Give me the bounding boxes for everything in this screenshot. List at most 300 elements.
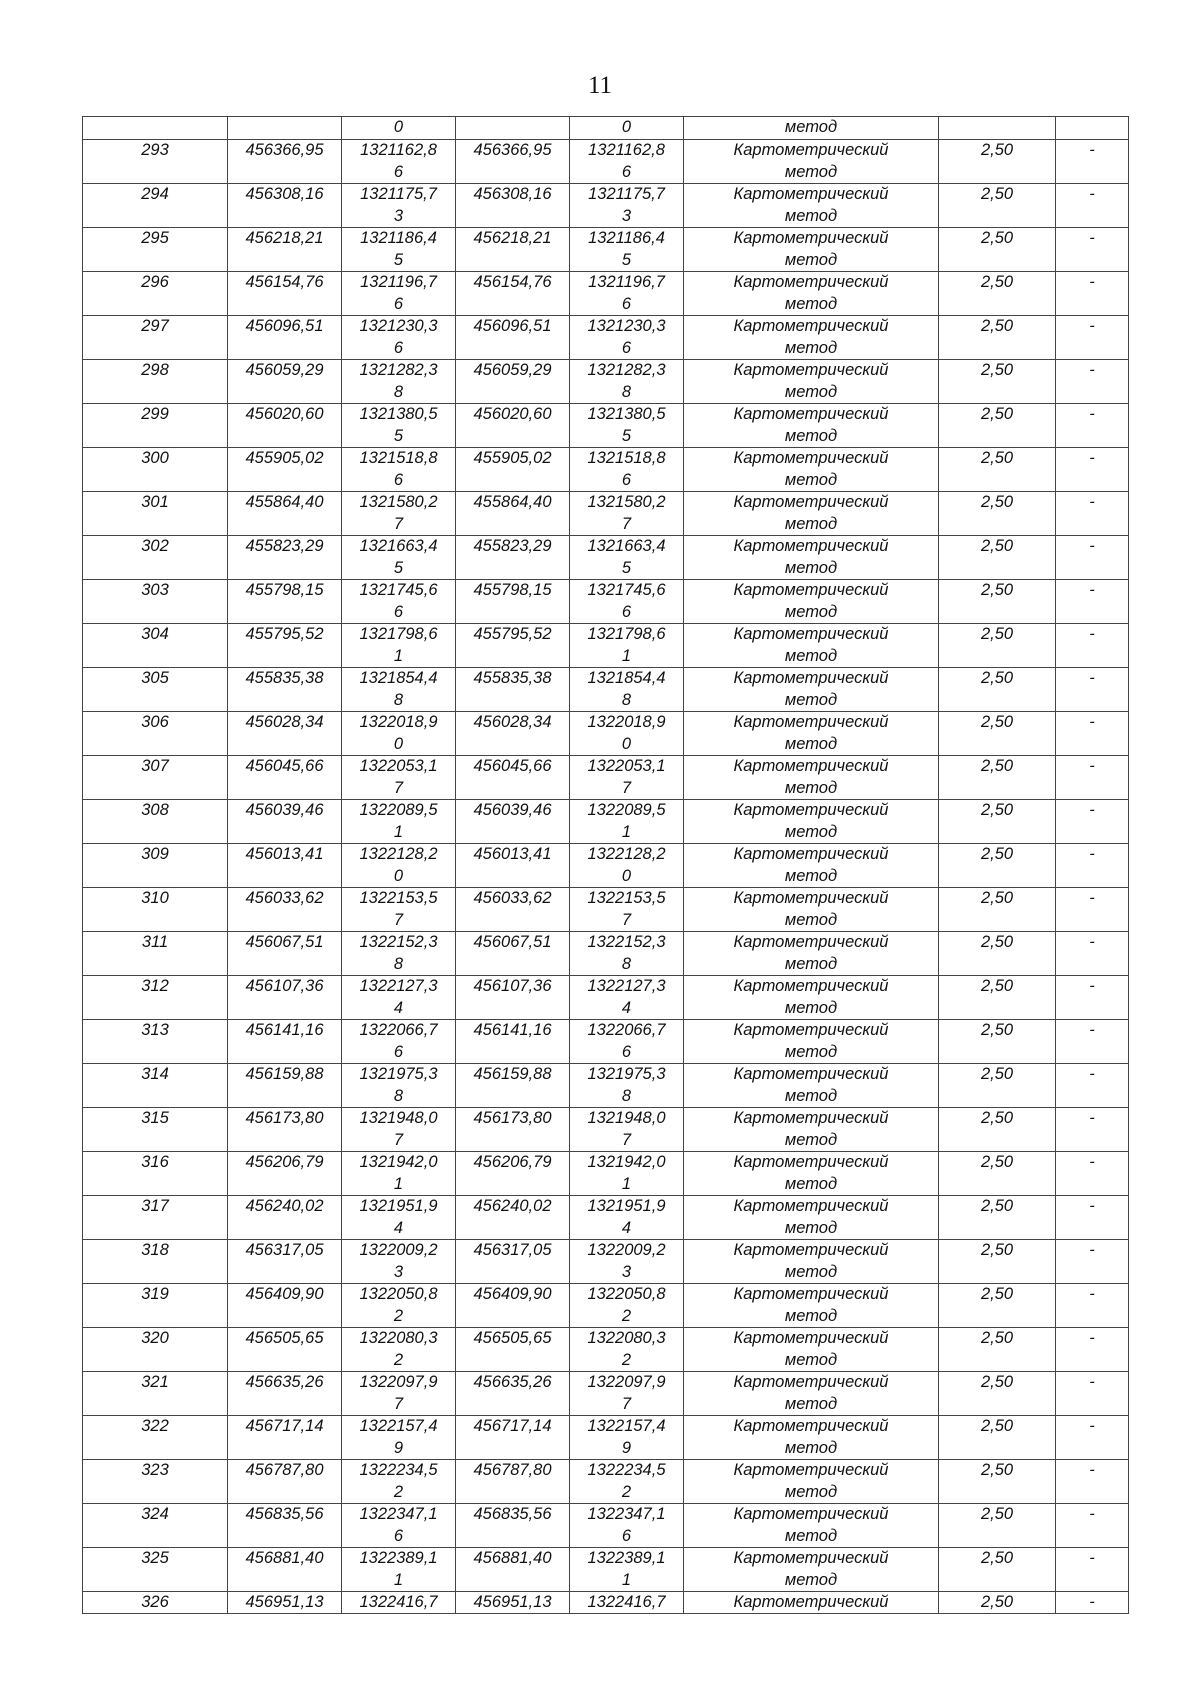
y-existing-part1: 1322018,9 xyxy=(359,713,438,731)
y-existing-part2: 4 xyxy=(393,1218,404,1237)
cell-method xyxy=(684,404,939,448)
cell-y-existing xyxy=(342,1152,456,1196)
cell-method xyxy=(684,1328,939,1372)
cell-y-new xyxy=(570,140,684,184)
cell-x-existing: 455798,15 xyxy=(228,580,342,624)
method-line1: Картометрический xyxy=(733,1505,889,1523)
y-new-part1: 1322389,1 xyxy=(587,1549,666,1567)
coordinates-table xyxy=(82,116,1129,1614)
cell-description: - xyxy=(1056,1064,1129,1108)
y-existing-part2: 3 xyxy=(393,1262,404,1281)
cell-x-existing: 456028,34 xyxy=(228,712,342,756)
cell-method xyxy=(684,580,939,624)
method-line2: метод xyxy=(784,1218,838,1237)
cell-y-new xyxy=(570,712,684,756)
cell-error: 2,50 xyxy=(939,1284,1056,1328)
cell-number: 297 xyxy=(83,316,228,360)
y-existing-part1: 1322153,5 xyxy=(359,889,438,907)
cell-y-new xyxy=(570,272,684,316)
method-line2: метод xyxy=(784,1130,838,1149)
cell-method xyxy=(684,1504,939,1548)
y-existing-part2: 9 xyxy=(393,1438,404,1457)
cell-x-new: 456635,26 xyxy=(456,1372,570,1416)
cell-number xyxy=(83,117,228,140)
cell-y-new xyxy=(570,976,684,1020)
method-line1: Картометрический xyxy=(733,1241,889,1259)
method-line1: Картометрический xyxy=(733,1065,889,1083)
cell-error: 2,50 xyxy=(939,624,1056,668)
cell-error xyxy=(939,117,1056,140)
method-line1: Картометрический xyxy=(733,757,889,775)
cell-y-existing xyxy=(342,1416,456,1460)
method-line1: Картометрический xyxy=(733,581,889,599)
y-existing-part1: 1322127,3 xyxy=(359,977,438,995)
y-new-part2: 6 xyxy=(621,602,632,621)
cell-y-new xyxy=(570,1152,684,1196)
cell-x-new: 455905,02 xyxy=(456,448,570,492)
y-new-part2: 8 xyxy=(621,1086,632,1105)
y-new-part1: 1321745,6 xyxy=(587,581,666,599)
method-line2: метод xyxy=(784,1570,838,1589)
cell-y-existing xyxy=(342,1196,456,1240)
method-line2: метод xyxy=(784,822,838,841)
cell-x-new: 455823,29 xyxy=(456,536,570,580)
y-existing-part2: 4 xyxy=(393,998,404,1017)
method-line2: метод xyxy=(784,1438,838,1457)
method-line2: метод xyxy=(784,602,838,621)
cell-x-new: 456366,95 xyxy=(456,140,570,184)
cell-x-existing xyxy=(228,117,342,140)
cell-y-existing xyxy=(342,888,456,932)
method-line2: метод xyxy=(784,1042,838,1061)
method-line2: метод xyxy=(784,1350,838,1369)
y-existing-part2: 1 xyxy=(393,1174,404,1193)
cell-description: - xyxy=(1056,888,1129,932)
cell-description: - xyxy=(1056,1152,1129,1196)
cell-y-existing xyxy=(342,228,456,272)
y-existing-part2: 5 xyxy=(393,426,404,445)
y-new-part1: 1321196,7 xyxy=(588,273,665,291)
y-new-part1: 1322127,3 xyxy=(587,977,666,995)
method-line1: Картометрический xyxy=(733,1461,889,1479)
cell-error: 2,50 xyxy=(939,1504,1056,1548)
cell-method xyxy=(684,1020,939,1064)
cell-y-new xyxy=(570,624,684,668)
y-new-part1: 1322128,2 xyxy=(587,845,666,863)
method-line1: Картометрический xyxy=(733,1021,889,1039)
cell-y-existing xyxy=(342,932,456,976)
y-new-part2: 6 xyxy=(621,1526,632,1545)
y-new-part1: 1322347,1 xyxy=(587,1505,666,1523)
table-row xyxy=(83,1284,1129,1328)
y-existing-part2: 8 xyxy=(393,1086,404,1105)
cell-y-new xyxy=(570,1240,684,1284)
table-row xyxy=(83,448,1129,492)
cell-y-new: 1322416,7 xyxy=(570,1592,684,1614)
method-line2: метод xyxy=(784,690,838,709)
cell-method xyxy=(684,184,939,228)
cell-y-new xyxy=(570,1504,684,1548)
cell-y-existing xyxy=(342,976,456,1020)
cell-x-new: 456951,13 xyxy=(456,1592,570,1614)
cell-error: 2,50 xyxy=(939,448,1056,492)
cell-y-new xyxy=(570,932,684,976)
cell-number: 314 xyxy=(83,1064,228,1108)
cell-method xyxy=(684,228,939,272)
y-existing-part1: 1322009,2 xyxy=(359,1241,438,1259)
table-row xyxy=(83,404,1129,448)
cell-x-existing: 456717,14 xyxy=(228,1416,342,1460)
table-row xyxy=(83,1152,1129,1196)
table-row xyxy=(83,1328,1129,1372)
cell-method xyxy=(684,536,939,580)
cell-x-new: 456505,65 xyxy=(456,1328,570,1372)
y-new-part1: 1322152,3 xyxy=(587,933,666,951)
y-new-part1: 1322050,8 xyxy=(587,1285,666,1303)
method-line1: Картометрический xyxy=(733,977,889,995)
cell-x-new: 456835,56 xyxy=(456,1504,570,1548)
method-line2: метод xyxy=(784,250,838,269)
y-new-part2: 2 xyxy=(621,1306,632,1325)
cell-y-new xyxy=(570,580,684,624)
method-line2: метод xyxy=(784,778,838,797)
method-line2: метод xyxy=(784,338,838,357)
y-new-part1: 1322157,4 xyxy=(587,1417,666,1435)
cell-y-new xyxy=(570,844,684,888)
cell-x-existing: 456154,76 xyxy=(228,272,342,316)
cell-y-new xyxy=(570,1548,684,1592)
table-row xyxy=(83,1020,1129,1064)
cell-error: 2,50 xyxy=(939,712,1056,756)
cell-description: - xyxy=(1056,272,1129,316)
method-line1: Картометрический xyxy=(733,1285,889,1303)
cell-error: 2,50 xyxy=(939,184,1056,228)
cell-description: - xyxy=(1056,228,1129,272)
table-row xyxy=(83,228,1129,272)
cell-y-existing xyxy=(342,800,456,844)
method-line1: Картометрический xyxy=(733,185,889,203)
cell-y-existing xyxy=(342,1240,456,1284)
cell-x-existing: 456045,66 xyxy=(228,756,342,800)
y-new-part2: 1 xyxy=(621,1174,632,1193)
method-line2: метод xyxy=(784,162,838,181)
y-existing-part1: 1321663,4 xyxy=(359,537,438,555)
y-existing-part2: 6 xyxy=(393,1526,404,1545)
y-new-part2: 5 xyxy=(621,558,632,577)
cell-error: 2,50 xyxy=(939,888,1056,932)
y-new-part1: 1321580,2 xyxy=(587,493,666,511)
method-line2: метод xyxy=(784,1262,838,1281)
y-new-part2: 0 xyxy=(621,734,632,753)
cell-number: 302 xyxy=(83,536,228,580)
cell-description: - xyxy=(1056,1460,1129,1504)
table-row xyxy=(83,756,1129,800)
cell-y-existing xyxy=(342,1108,456,1152)
method-line1: Картометрический xyxy=(733,801,889,819)
method-line1: Картометрический xyxy=(733,361,889,379)
cell-x-existing: 456206,79 xyxy=(228,1152,342,1196)
table-row xyxy=(83,1504,1129,1548)
y-new-part2: 6 xyxy=(621,294,632,313)
cell-error: 2,50 xyxy=(939,1548,1056,1592)
cell-description: - xyxy=(1056,492,1129,536)
cell-error: 2,50 xyxy=(939,1372,1056,1416)
table-row xyxy=(83,536,1129,580)
method-line2: метод xyxy=(784,514,838,533)
cell-x-existing: 456787,80 xyxy=(228,1460,342,1504)
continuation-row xyxy=(83,117,1129,140)
cell-y-new xyxy=(570,404,684,448)
y-existing-part2: 2 xyxy=(393,1306,404,1325)
cell-y-existing xyxy=(342,1020,456,1064)
y-existing-part2: 3 xyxy=(393,206,404,225)
cell-number: 295 xyxy=(83,228,228,272)
table-row xyxy=(83,1548,1129,1592)
cell-description: - xyxy=(1056,1592,1129,1614)
cell-y-existing xyxy=(342,1372,456,1416)
cell-error: 2,50 xyxy=(939,1240,1056,1284)
y-new-part1: 1321518,8 xyxy=(587,449,666,467)
y-existing-part2: 6 xyxy=(393,162,404,181)
cell-x-existing: 456317,05 xyxy=(228,1240,342,1284)
cell-error: 2,50 xyxy=(939,580,1056,624)
y-new-part1: 1322097,9 xyxy=(587,1373,666,1391)
cell-number: 320 xyxy=(83,1328,228,1372)
cell-description: - xyxy=(1056,448,1129,492)
cell-x-existing: 456308,16 xyxy=(228,184,342,228)
cell-method xyxy=(684,712,939,756)
y-new-part1: 1321282,3 xyxy=(587,361,666,379)
cell-y-new xyxy=(570,800,684,844)
cell-y-new xyxy=(570,1108,684,1152)
y-existing-part1: 1321854,4 xyxy=(359,669,438,687)
cell-y-new xyxy=(570,536,684,580)
method-line1: Картометрический xyxy=(733,889,889,907)
cell-method xyxy=(684,1196,939,1240)
cell-x-new: 455835,38 xyxy=(456,668,570,712)
cell-x-new: 456028,34 xyxy=(456,712,570,756)
cell-number: 313 xyxy=(83,1020,228,1064)
cell-x-existing: 456881,40 xyxy=(228,1548,342,1592)
cell-x-existing: 455795,52 xyxy=(228,624,342,668)
cell-x-new: 456059,29 xyxy=(456,360,570,404)
cell-x-new: 456308,16 xyxy=(456,184,570,228)
cell-method xyxy=(684,624,939,668)
y-existing-part2: 8 xyxy=(393,690,404,709)
cell-x-new: 456039,46 xyxy=(456,800,570,844)
page-number: 11 xyxy=(587,72,613,99)
y-new-part1: 1322234,5 xyxy=(587,1461,666,1479)
y-existing-part2: 6 xyxy=(393,602,404,621)
cell-y-new xyxy=(570,1196,684,1240)
cell-method xyxy=(684,1416,939,1460)
y-new-part1: 1322153,5 xyxy=(587,889,666,907)
cell-error: 2,50 xyxy=(939,1416,1056,1460)
method-line1: Картометрический xyxy=(733,1197,889,1215)
table-row xyxy=(83,1372,1129,1416)
y-new-part1: 1322066,7 xyxy=(587,1021,666,1039)
cell-y-existing xyxy=(342,712,456,756)
cell-y-existing xyxy=(342,624,456,668)
y-new-part2: 4 xyxy=(621,1218,632,1237)
cell-x-new: 455795,52 xyxy=(456,624,570,668)
y-new-part1: 1321975,3 xyxy=(587,1065,666,1083)
y-existing-part2: 8 xyxy=(393,954,404,973)
cell-y-new xyxy=(570,668,684,712)
cell-number: 322 xyxy=(83,1416,228,1460)
cell-x-existing: 456096,51 xyxy=(228,316,342,360)
cell-x-new: 455864,40 xyxy=(456,492,570,536)
cell-method xyxy=(684,360,939,404)
y-new-part2: 1 xyxy=(621,822,632,841)
cell-x-new: 456787,80 xyxy=(456,1460,570,1504)
cell-number: 300 xyxy=(83,448,228,492)
method-line2: метод xyxy=(784,1394,838,1413)
cell-method xyxy=(684,1108,939,1152)
method-line2: метод xyxy=(784,294,838,313)
cell-error: 2,50 xyxy=(939,1460,1056,1504)
cell-y-existing xyxy=(342,184,456,228)
method-line1: Картометрический xyxy=(733,1549,889,1567)
cell-x-new: 456045,66 xyxy=(456,756,570,800)
cell-number: 312 xyxy=(83,976,228,1020)
cell-x-existing: 456159,88 xyxy=(228,1064,342,1108)
y-new-part1: 1321798,6 xyxy=(587,625,666,643)
cell-error: 2,50 xyxy=(939,140,1056,184)
cell-number: 311 xyxy=(83,932,228,976)
cell-error: 2,50 xyxy=(939,668,1056,712)
cell-method xyxy=(684,1548,939,1592)
y-existing-part2: 7 xyxy=(393,778,404,797)
method-line1: Картометрический xyxy=(733,405,889,423)
cell-x-new: 456033,62 xyxy=(456,888,570,932)
y-existing-part1: 1321230,3 xyxy=(359,317,438,335)
cell-error: 2,50 xyxy=(939,1020,1056,1064)
cell-method xyxy=(684,1064,939,1108)
cell-method xyxy=(684,976,939,1020)
y-existing-part1: 1322234,5 xyxy=(359,1461,438,1479)
table-row xyxy=(83,1240,1129,1284)
y-existing-part1: 1322066,7 xyxy=(359,1021,438,1039)
y-new-part1: 1321942,0 xyxy=(587,1153,666,1171)
method-line1: Картометрический xyxy=(733,493,889,511)
cell-method xyxy=(684,272,939,316)
cell-error: 2,50 xyxy=(939,492,1056,536)
cell-x-existing: 456366,95 xyxy=(228,140,342,184)
cell-method xyxy=(684,492,939,536)
y-existing-part2: 2 xyxy=(393,1482,404,1501)
cell-number: 299 xyxy=(83,404,228,448)
cell-number: 319 xyxy=(83,1284,228,1328)
cell-x-existing: 456141,16 xyxy=(228,1020,342,1064)
y-existing-part1: 1322089,5 xyxy=(359,801,438,819)
y-new-part2: 8 xyxy=(621,690,632,709)
cell-x-new: 456096,51 xyxy=(456,316,570,360)
method-line1: Картометрический xyxy=(733,669,889,687)
cell-y-new xyxy=(570,1372,684,1416)
y-new-part2: 8 xyxy=(621,954,632,973)
y-existing-part2: 6 xyxy=(393,470,404,489)
cell-description: - xyxy=(1056,1020,1129,1064)
method-line2: метод xyxy=(784,910,838,929)
cell-description: - xyxy=(1056,1328,1129,1372)
method-line1: Картометрический xyxy=(733,449,889,467)
cell-method xyxy=(684,844,939,888)
y-existing-part2: 7 xyxy=(393,910,404,929)
cell-y-existing xyxy=(342,1460,456,1504)
cell-y-new xyxy=(570,1328,684,1372)
method-line1: Картометрический xyxy=(733,317,889,335)
cell-y-new xyxy=(570,1284,684,1328)
cell-description: - xyxy=(1056,184,1129,228)
method-line1: Картометрический xyxy=(733,625,889,643)
y-new-part2: 3 xyxy=(621,1262,632,1281)
cell-y-new xyxy=(570,492,684,536)
cell-x-existing: 455905,02 xyxy=(228,448,342,492)
cell-method xyxy=(684,1372,939,1416)
table-row xyxy=(83,844,1129,888)
y-existing-part2: 1 xyxy=(393,1570,404,1589)
cell-x-existing: 455864,40 xyxy=(228,492,342,536)
cell-method xyxy=(684,1284,939,1328)
cell-method xyxy=(684,1240,939,1284)
cell-y-new xyxy=(570,316,684,360)
y-new-part2: 8 xyxy=(621,382,632,401)
method-line1: Картометрический xyxy=(733,273,889,291)
y-existing-part1: 1322080,3 xyxy=(359,1329,438,1347)
cell-error: 2,50 xyxy=(939,536,1056,580)
cell-x-new: 455798,15 xyxy=(456,580,570,624)
cell-y-existing: 1322416,7 xyxy=(342,1592,456,1614)
cell-description: - xyxy=(1056,800,1129,844)
cell-number: 323 xyxy=(83,1460,228,1504)
y-new-part1: 1321663,4 xyxy=(587,537,666,555)
method-line1: Картометрический xyxy=(733,141,889,159)
cell-method: метод xyxy=(684,117,939,140)
y-new-part2: 2 xyxy=(621,1350,632,1369)
cell-description: - xyxy=(1056,624,1129,668)
cell-method xyxy=(684,756,939,800)
cell-number: 306 xyxy=(83,712,228,756)
table-row xyxy=(83,1196,1129,1240)
cell-method xyxy=(684,888,939,932)
y-existing-part1: 1321196,7 xyxy=(360,273,437,291)
y-new-part2: 4 xyxy=(621,998,632,1017)
cell-number: 324 xyxy=(83,1504,228,1548)
cell-error: 2,50 xyxy=(939,1152,1056,1196)
table-row xyxy=(83,976,1129,1020)
cell-y-new xyxy=(570,1416,684,1460)
cell-error: 2,50 xyxy=(939,272,1056,316)
y-existing-part1: 1322050,8 xyxy=(359,1285,438,1303)
cell-error: 2,50 xyxy=(939,1064,1056,1108)
table-row xyxy=(83,668,1129,712)
cell-y-new xyxy=(570,1020,684,1064)
cell-number: 296 xyxy=(83,272,228,316)
cell-error: 2,50 xyxy=(939,404,1056,448)
cell-description: - xyxy=(1056,1240,1129,1284)
y-existing-part2: 7 xyxy=(393,514,404,533)
table-row xyxy=(83,712,1129,756)
cell-number: 307 xyxy=(83,756,228,800)
y-new-part1: 1321175,7 xyxy=(588,185,665,203)
cell-x-existing: 456013,41 xyxy=(228,844,342,888)
table-row xyxy=(83,1108,1129,1152)
cell-description: - xyxy=(1056,580,1129,624)
y-existing-part2: 7 xyxy=(393,1130,404,1149)
cell-number: 301 xyxy=(83,492,228,536)
cell-y-existing xyxy=(342,140,456,184)
